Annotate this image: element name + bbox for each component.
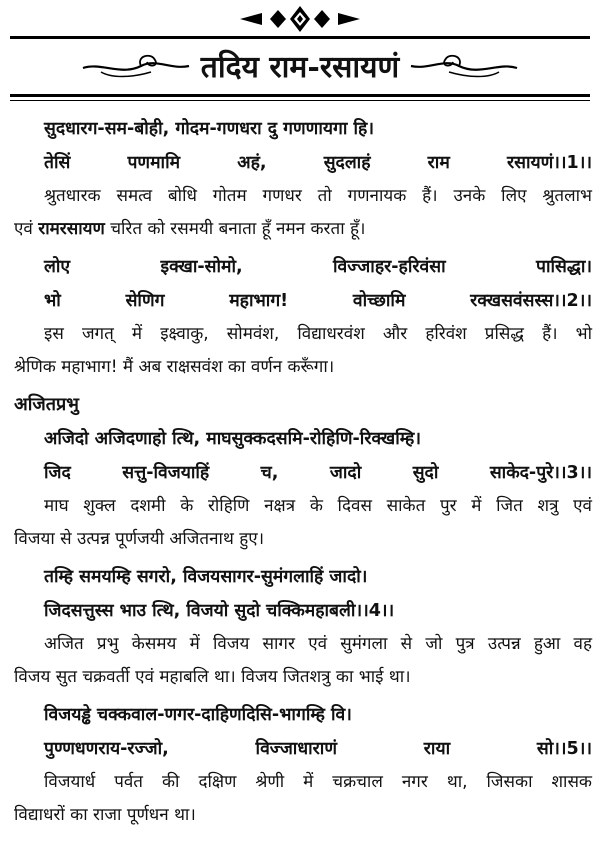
verse-line: जिद सत्तु-विजयाहिं च, जादो सुदो साकेद-पुरे।।3।। bbox=[44, 463, 592, 483]
verse-1 bbox=[0, 112, 600, 180]
prose-line: माघ शुक्ल दशमी के रोहिणि नक्षत्र के दिवस साकेत पुर में जित शत्रु एवं bbox=[44, 496, 592, 516]
translation-3 bbox=[0, 490, 600, 556]
verse-line: भो सेणिग महाभाग! वोच्छामि रक्खसवंसस्स।।2।। bbox=[44, 291, 592, 311]
verse-5 bbox=[0, 698, 600, 766]
prose-line: अजित प्रभु केसमय में विजय सागर एवं सुमंगला से जो पुत्र उत्पन्न हुआ वह bbox=[44, 634, 592, 654]
prose-line: विजयार्ध पर्वत की दक्षिण श्रेणी में चक्रचाल नगर था, जिसका शासक bbox=[44, 772, 592, 792]
prose-line: इस जगत् में इक्ष्वाकु, सोमवंश, विद्याधरवंश और हरिवंश प्रसिद्ध हैं। भो bbox=[44, 324, 592, 344]
verse-3 bbox=[0, 422, 600, 490]
verse-line: अजिदो अजिदणाहो त्थि, माघसुक्कदसमि-रोहिणि-रिक्खम्हि। bbox=[44, 429, 421, 449]
translation-2 bbox=[0, 318, 600, 384]
page-title: तदिय राम-रसायणं bbox=[200, 49, 400, 85]
verse-4 bbox=[0, 560, 600, 628]
section-heading: अजितप्रभु bbox=[14, 394, 79, 415]
header-rule-bottom bbox=[10, 94, 590, 97]
prose-line bbox=[14, 213, 592, 246]
verse-line: विजयड्ढे चक्कवाल-णगर-दाहिणदिसि-भागम्हि वि। bbox=[44, 705, 352, 725]
left-flourish-icon bbox=[81, 48, 191, 82]
verse-line: तेसिं पणमामि अहं, सुदलाहं राम रसायणं।।1।। bbox=[44, 153, 592, 173]
prose-line: विजया से उत्पन्न पूर्णजयी अजितनाथ हुए। bbox=[14, 529, 265, 549]
header-rule-bottom-thin bbox=[10, 100, 590, 101]
verse-line: सुदधारग-सम-बोही, गोदम-गणधरा दु गणणायगा हि। bbox=[44, 119, 374, 139]
translation-5 bbox=[0, 766, 600, 832]
prose-line: विजय सुत चक्रवर्ती एवं महाबलि था। विजय जितशत्रु का भाई था। bbox=[14, 667, 411, 687]
page-body bbox=[0, 112, 600, 832]
verse-line: जिदसत्तुस्स भाउ त्थि, विजयो सुदो चक्किमहाबली।।4।। bbox=[44, 601, 395, 621]
top-ornament bbox=[0, 4, 600, 34]
verse-2 bbox=[0, 250, 600, 318]
bold-term: रामरसायण bbox=[38, 219, 105, 239]
prose-line: श्रेणिक महाभाग! मैं अब राक्षसवंश का वर्णन करूँगा। bbox=[14, 357, 335, 377]
translation-4 bbox=[0, 628, 600, 694]
header bbox=[0, 38, 600, 92]
prose-text: एवं bbox=[14, 219, 39, 239]
right-flourish-icon bbox=[409, 48, 519, 82]
prose-text: चरित को रसमयी बनाता हूँ नमन करता हूँ। bbox=[104, 219, 366, 239]
verse-line: तम्हि समयम्हि सगरो, विजयसागर-सुमंगलाहिं जादो। bbox=[44, 567, 368, 587]
prose-line: श्रुतधारक समत्व बोधि गोतम गणधर तो गणनायक हैं। उनके लिए श्रुतलाभ bbox=[44, 186, 592, 206]
translation-1 bbox=[0, 180, 600, 246]
prose-line: विद्याधरों का राजा पूर्णधन था। bbox=[14, 805, 196, 825]
verse-line: लोए इक्खा-सोमो, विज्जाहर-हरिवंसा पासिद्धा। bbox=[44, 257, 592, 277]
verse-line: पुण्णधणराय-रज्जो, विज्जाधाराणं राया सो।।5।। bbox=[44, 739, 592, 759]
